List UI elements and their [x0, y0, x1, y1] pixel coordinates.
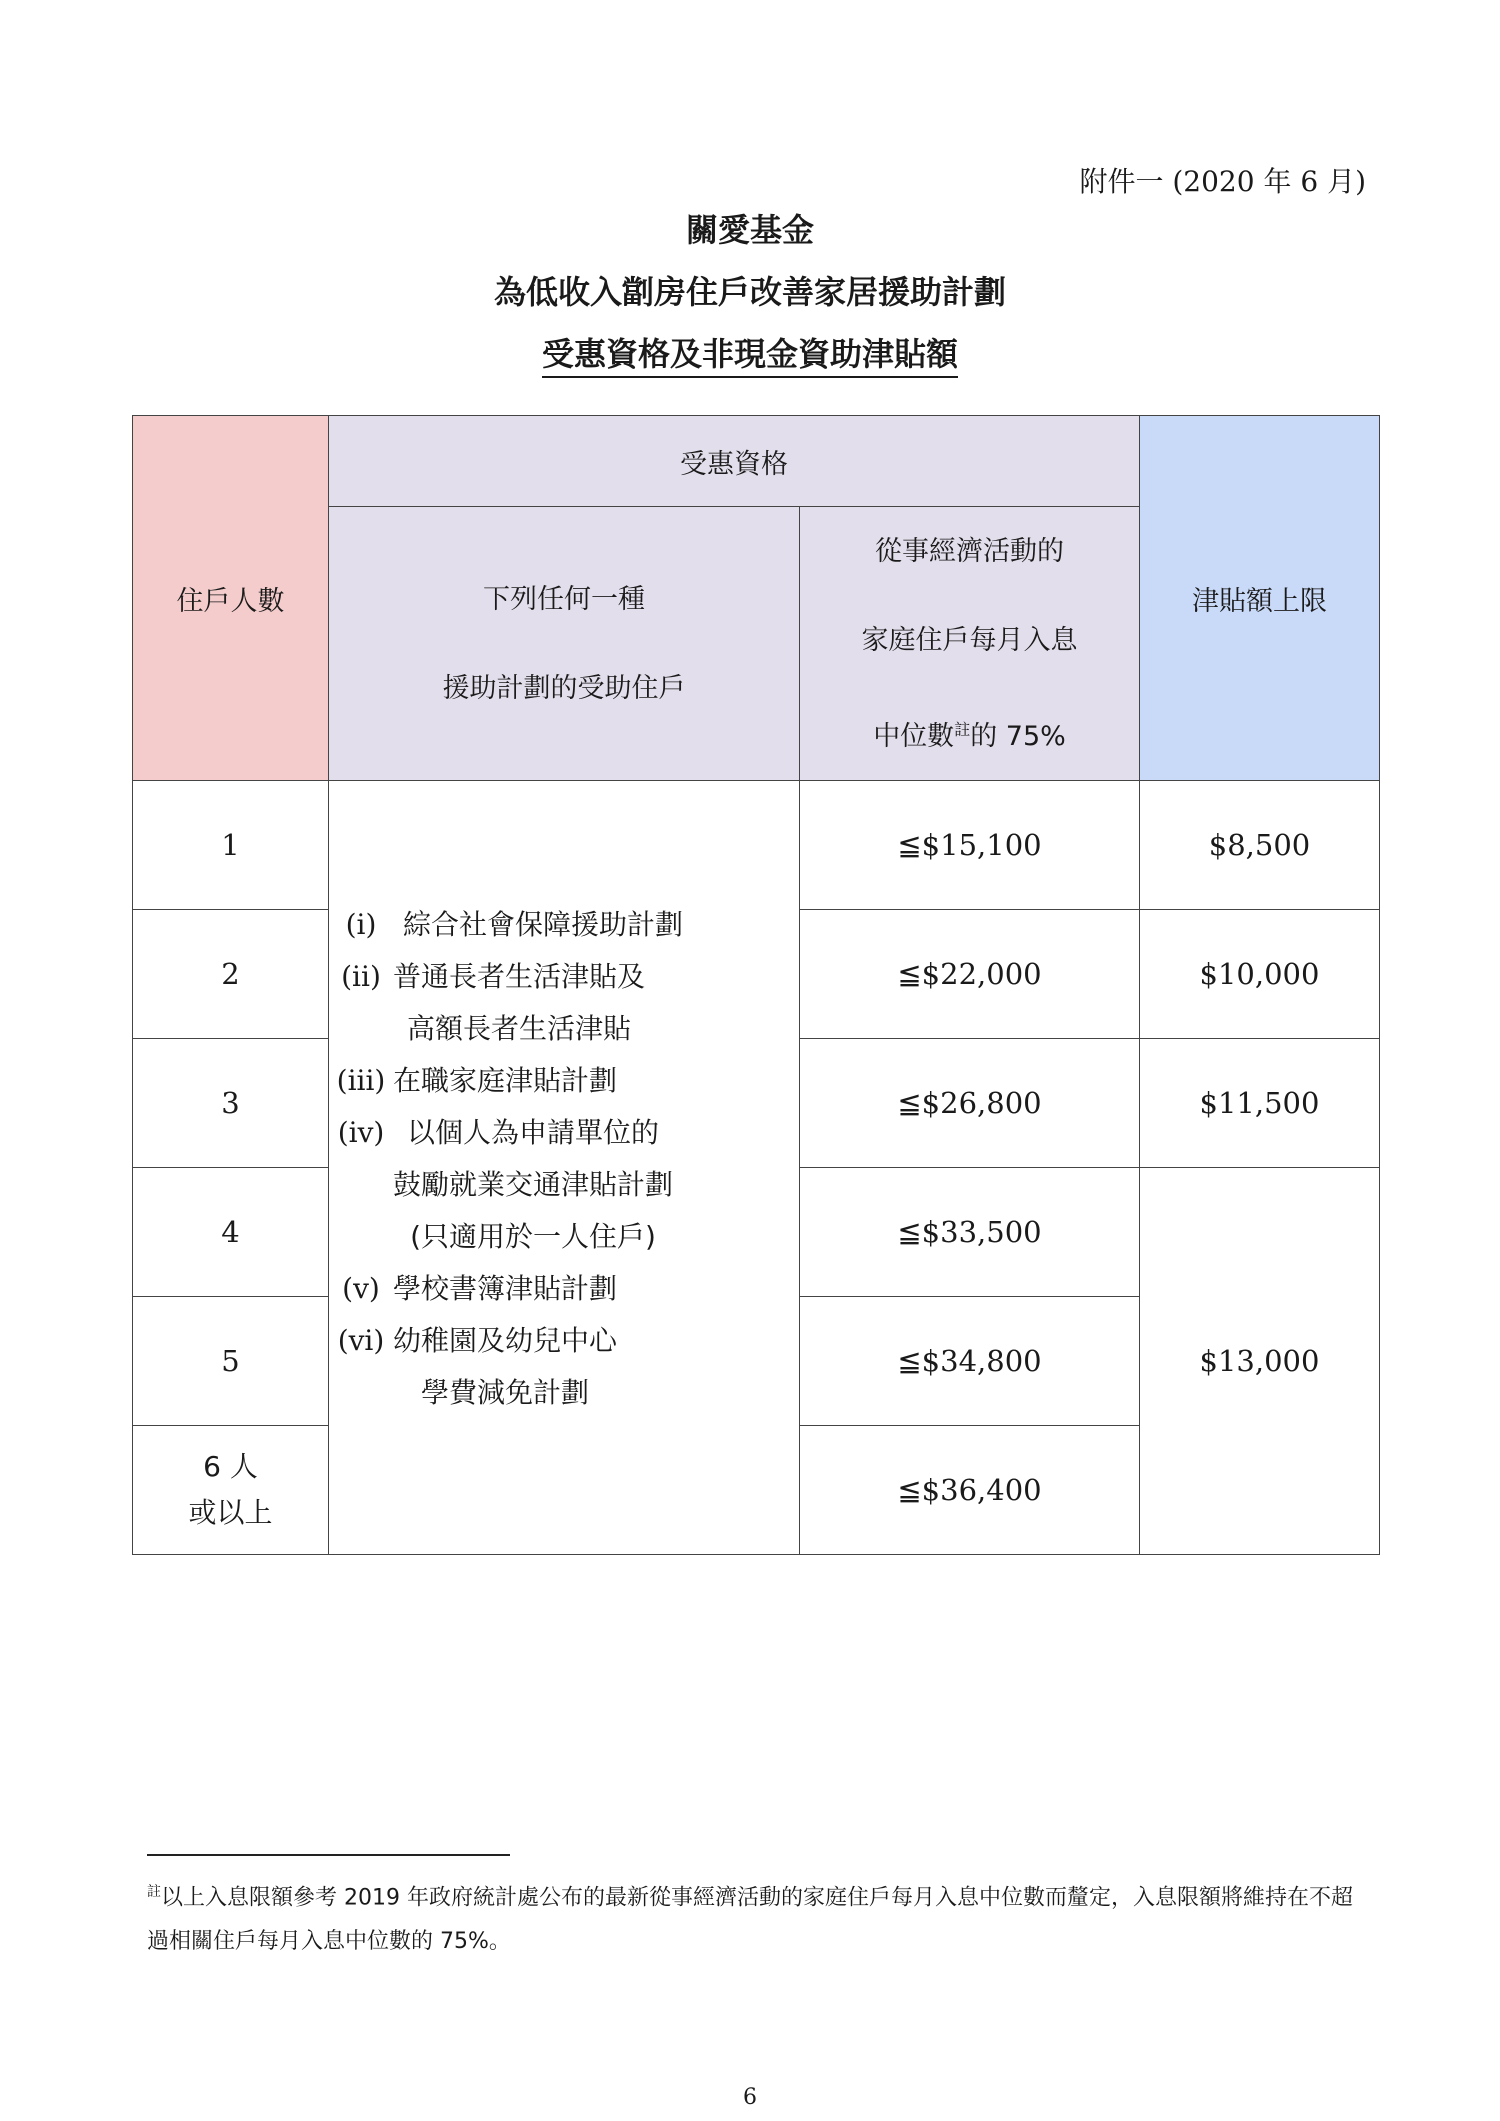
household-size-cell: 5: [133, 1297, 329, 1426]
scheme-name-line: 鼓勵就業交通津貼計劃: [393, 1167, 674, 1201]
scheme-name: [393, 951, 645, 1055]
header-schemes-line2: 援助計劃的受助住戶: [442, 672, 686, 704]
subsidy-cap-cell: $11,500: [1140, 1039, 1380, 1168]
scheme-name: 在職家庭津貼計劃: [393, 1063, 618, 1097]
schemes-list-cell: [329, 781, 800, 1555]
income-limit-cell: ≦$34,800: [800, 1297, 1140, 1426]
scheme-item: [329, 899, 799, 951]
scheme-number: (v): [342, 1271, 380, 1305]
scheme-name-line: 學費減免計劃: [421, 1375, 590, 1409]
page-number: 6: [743, 2085, 757, 2110]
income-limit-cell: ≦$22,000: [800, 910, 1140, 1039]
scheme-item: [329, 1055, 799, 1107]
table-row: [133, 781, 1380, 910]
scheme-number: (iv): [337, 1115, 385, 1149]
header-household-size: 住戶人數: [133, 416, 329, 781]
title-eligibility: 受惠資格及非現金資助津貼額: [542, 334, 958, 378]
income-limit-cell: ≦$15,100: [800, 781, 1140, 910]
subsidy-cap-cell: $13,000: [1140, 1168, 1380, 1555]
household-size-cell: [133, 1426, 329, 1555]
scheme-item: [329, 1315, 799, 1419]
scheme-number: (ii): [341, 959, 381, 993]
income-limit-cell: ≦$33,500: [800, 1168, 1140, 1297]
household-size-cell: 1: [133, 781, 329, 910]
scheme-name: [393, 1107, 673, 1263]
scheme-number: (iii): [336, 1063, 386, 1097]
header-income-line2: 家庭住戶每月入息: [861, 624, 1078, 656]
header-subsidy-cap: 津貼額上限: [1140, 416, 1380, 781]
header-income-limit: [800, 507, 1140, 781]
scheme-item: [329, 1263, 799, 1315]
scheme-name: 學校書簿津貼計劃: [393, 1271, 618, 1305]
header-schemes: [329, 507, 800, 781]
header-income-line1: 從事經濟活動的: [875, 535, 1064, 567]
scheme-item: [329, 1107, 799, 1263]
income-limit-cell: ≦$26,800: [800, 1039, 1140, 1168]
income-limit-cell: ≦$36,400: [800, 1426, 1140, 1555]
footnote-marker: 註: [147, 1884, 161, 1900]
title-block: [0, 210, 1500, 400]
title-fund: 關愛基金: [685, 211, 814, 249]
footnote-divider: [147, 1854, 510, 1856]
eligibility-table: [132, 415, 1380, 1555]
header-schemes-line1: 下列任何一種: [483, 583, 645, 615]
scheme-number: (i): [345, 907, 377, 941]
scheme-name-line: 以個人為申請單位的: [407, 1115, 660, 1149]
household-size-cell: 4: [133, 1168, 329, 1297]
household-size-cell: 2: [133, 910, 329, 1039]
annex-label: 附件一 (2020 年 6 月): [1079, 165, 1366, 198]
scheme-name-line: 幼稚園及幼兒中心: [393, 1323, 618, 1357]
header-income-line3: [800, 707, 1139, 759]
subsidy-cap-cell: $10,000: [1140, 910, 1380, 1039]
household-size-cell: 3: [133, 1039, 329, 1168]
scheme-name-line: 高額長者生活津貼: [407, 1011, 632, 1045]
footnote-marker: 註: [954, 719, 971, 739]
header-income-line3-post: 的 75%: [970, 720, 1066, 752]
footnote: [147, 1870, 1372, 1964]
scheme-name-line: 普通長者生活津貼及: [393, 959, 646, 993]
title-programme: 為低收入劏房住戶改善家居援助計劃: [493, 273, 1006, 311]
scheme-name: [393, 1315, 617, 1419]
subsidy-cap-cell: $8,500: [1140, 781, 1380, 910]
household-size-line2: 或以上: [188, 1496, 273, 1529]
schemes-list: [329, 899, 799, 1419]
header-income-line3-pre: 中位數: [873, 720, 955, 752]
header-eligibility: 受惠資格: [329, 416, 1140, 507]
scheme-item: [329, 951, 799, 1055]
scheme-name: 綜合社會保障援助計劃: [403, 907, 684, 941]
scheme-name-line: (只適用於一人住戶): [410, 1219, 656, 1253]
scheme-number: (vi): [337, 1323, 385, 1357]
footnote-text: 以上入息限額參考 2019 年政府統計處公布的最新從事經濟活動的家庭住戶每月入息中位數而釐定，入息限額將維持在不超過相關住戶每月入息中位數的 75%。: [147, 1885, 1353, 1955]
household-size-line1: 6 人: [203, 1450, 258, 1483]
